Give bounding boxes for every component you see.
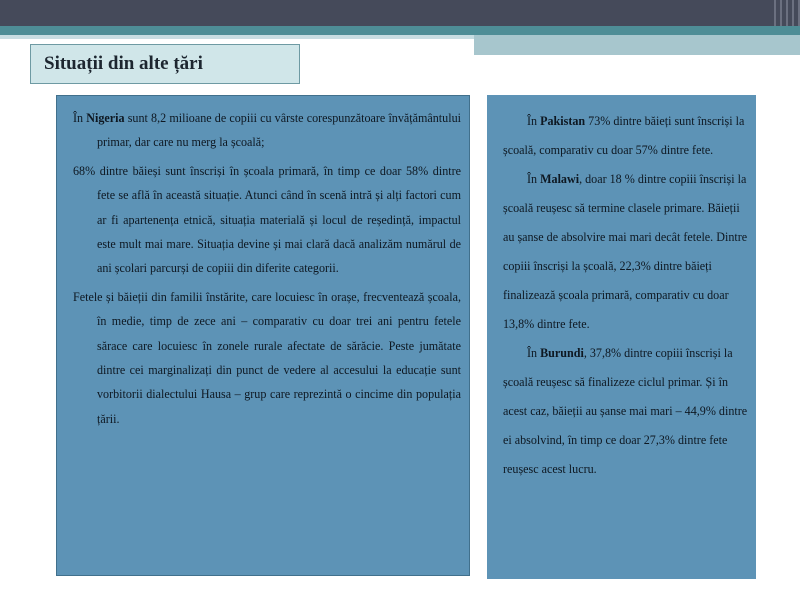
right-paragraph-3-text: , 37,8% dintre copiii înscriși la școală reușesc să finalizeze ciclul primar. Și în acest caz, băieții au șanse mai mari – 44,9% dintre ei absolvind, în timp ce doar 27,3% dintre fete reușesc acest lucru. [503, 346, 748, 476]
left-paragraph-2 [73, 159, 461, 281]
other-countries-text-panel [487, 95, 756, 579]
right-paragraph-2-text: , doar 18 % dintre copiii înscriși la școală reușesc să termine clasele primare. Băieții au șanse de absolvire mai mari decât fetele. Dintre copiii înscriși la școală, 22,3% dintre băieți finalizează școala primară, comparativ cu doar 13,8% dintre fete. [503, 172, 748, 331]
right-paragraph-2-lead: În [527, 172, 541, 186]
left-paragraph-1-text: sunt 8,2 milioane de copiii cu vârste corespunzătoare învățământului primar, dar care nu merg la școală; [97, 111, 461, 150]
right-paragraph-3-lead: În [527, 346, 541, 360]
country-nigeria: Nigeria [86, 111, 125, 125]
slide-title-box [30, 44, 300, 84]
nigeria-text-panel [56, 95, 470, 576]
right-paragraph-malawi [503, 165, 750, 339]
right-paragraph-burundi [503, 339, 750, 484]
country-burundi: Burundi [540, 346, 584, 360]
left-paragraph-3-text: Fetele și băieții din familii înstărite, care locuiesc în orașe, frecventează școala, în medie, timp de zece ani – comparativ cu doar trei ani pentru fetele sărace care locuiesc în zonele rurale afectate de sărăcie. Peste jumătate dintre cei marginalizați din punct de vedere al accesului la educație sunt vorbitorii dialectului Hausa – grup care reprezintă o cincime din populația țării. [73, 289, 461, 426]
left-paragraph-1-lead: În [73, 111, 87, 125]
top-decor-stripes [770, 0, 800, 26]
right-paragraph-1-lead: În [527, 114, 541, 128]
left-paragraph-3 [73, 285, 461, 431]
left-paragraph-1 [73, 106, 461, 155]
left-paragraph-2-text: 68% dintre băieși sunt înscriși în școala primară, în timp ce doar 58% dintre fete se află în această situație. Atunci când în scenă intră și alți factori cum ar fi apartenența etnică, situația materială și locul de reședință, impactul este mult mai mare. Situația devine și mai clară dacă analizăm numărul de ani școlari parcurși de copiii din diferite categorii. [73, 163, 461, 276]
teal-decor-line [0, 26, 800, 35]
slide-title: Situații din alte țări [44, 53, 203, 74]
country-malawi: Malawi [540, 172, 580, 186]
top-decor-bar [0, 0, 800, 26]
right-decor-tab [474, 35, 800, 55]
country-pakistan: Pakistan [540, 114, 586, 128]
right-paragraph-1-text: 73% dintre băieți sunt înscriși la școală, comparativ cu doar 57% dintre fete. [503, 114, 745, 157]
right-paragraph-pakistan [503, 107, 750, 165]
